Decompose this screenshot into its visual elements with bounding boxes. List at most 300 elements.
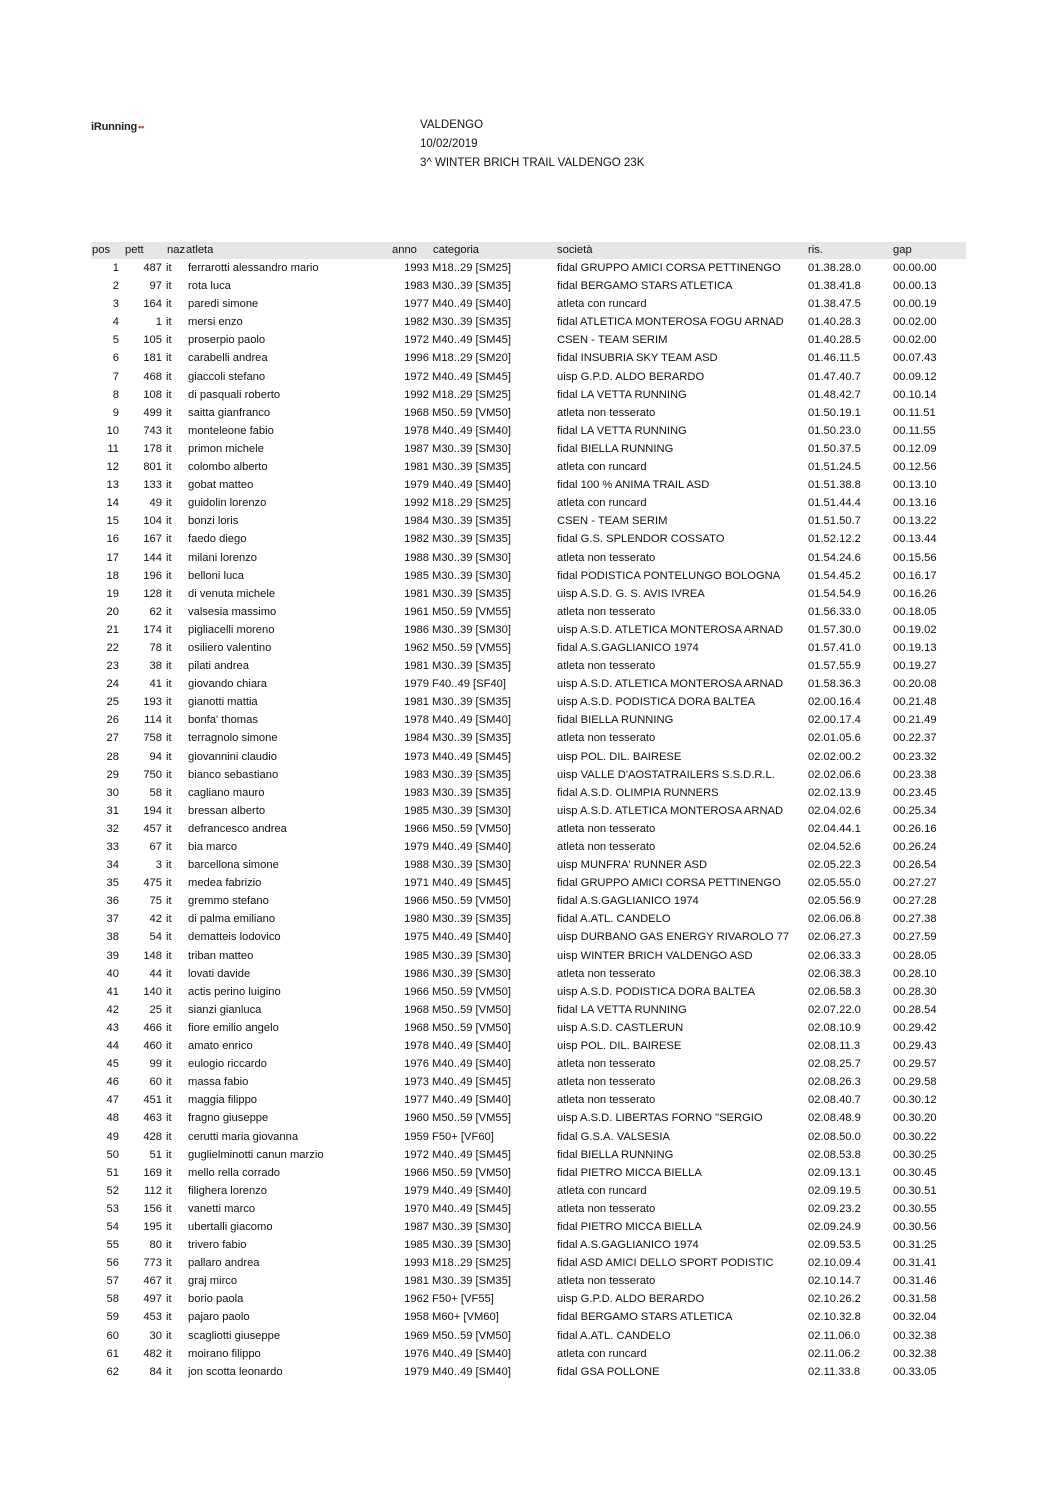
cell-naz: it	[166, 696, 172, 709]
cell-societa: fidal PIETRO MICCA BIELLA	[557, 1166, 702, 1179]
cell-gap: 00.30.55	[893, 1202, 937, 1215]
cell-ris: 01.57.30.0	[808, 623, 861, 636]
cell-societa: atleta non tesserato	[557, 841, 656, 853]
cell-atleta: triban matteo	[188, 949, 254, 962]
cell-naz: it	[166, 334, 172, 347]
cell-gap: 00.16.17	[893, 569, 937, 582]
cell-naz: it	[166, 1202, 172, 1215]
cell-ris: 02.08.10.9	[808, 1021, 861, 1034]
cell-ris: 01.56.33.0	[808, 605, 861, 618]
cell-naz: it	[166, 1257, 172, 1270]
cell-naz: it	[166, 841, 172, 853]
cell-societa: fidal GRUPPO AMICI CORSA PETTINENGO	[557, 877, 781, 890]
table-row	[91, 928, 966, 946]
cell-atleta: mello rella corrado	[188, 1166, 281, 1179]
cell-pos: 19	[106, 587, 119, 600]
cell-categoria: M40..49 [SM40]	[432, 1094, 511, 1107]
cell-anno: 1979	[404, 1365, 429, 1378]
cell-naz: it	[166, 804, 172, 817]
cell-atleta: pilati andrea	[188, 660, 249, 673]
cell-societa: CSEN - TEAM SERIM	[557, 334, 668, 347]
results-table-header	[91, 242, 966, 259]
cell-ris: 02.08.11.3	[808, 1040, 861, 1053]
cell-categoria: M30..39 [SM35]	[432, 461, 511, 474]
cell-pos: 18	[106, 569, 119, 582]
table-row	[91, 1037, 966, 1055]
cell-naz: it	[166, 660, 172, 673]
cell-gap: 00.13.10	[893, 479, 937, 492]
cell-atleta: gobat matteo	[188, 479, 254, 492]
cell-gap: 00.29.43	[893, 1040, 937, 1053]
cell-pos: 29	[106, 768, 119, 781]
cell-atleta: paredi simone	[188, 298, 259, 311]
cell-anno: 1982	[404, 533, 429, 546]
cell-atleta: barcellona simone	[188, 859, 279, 872]
col-header-societa: società	[557, 244, 593, 256]
cell-pos: 57	[106, 1275, 119, 1288]
table-row	[91, 965, 966, 983]
cell-societa: fidal A.S.D. OLIMPIA RUNNERS	[557, 786, 719, 799]
cell-pett: 112	[144, 1184, 162, 1197]
cell-anno: 1993	[404, 262, 429, 274]
cell-categoria: M40..49 [SM40]	[432, 931, 511, 944]
cell-naz: it	[166, 1220, 172, 1233]
cell-pett: 451	[143, 1094, 162, 1107]
col-header-categoria: categoria	[433, 244, 480, 256]
cell-gap: 00.23.32	[893, 750, 937, 763]
table-row	[91, 349, 966, 367]
cell-categoria: M50..59 [VM50]	[432, 895, 511, 908]
cell-categoria: M30..39 [SM35]	[432, 533, 511, 546]
cell-pos: 51	[106, 1166, 119, 1179]
cell-pos: 11	[107, 442, 119, 455]
cell-atleta: colombo alberto	[188, 461, 268, 474]
cell-anno: 1984	[404, 732, 429, 745]
cell-pett: 801	[143, 461, 162, 474]
cell-naz: it	[166, 1021, 172, 1034]
cell-atleta: massa fabio	[188, 1076, 249, 1089]
cell-naz: it	[166, 461, 172, 474]
cell-pett: 148	[143, 949, 162, 962]
cell-atleta: valsesia massimo	[188, 605, 277, 618]
col-header-pett: pett	[125, 244, 144, 256]
cell-anno: 1972	[404, 334, 429, 347]
cell-pett: 194	[143, 804, 162, 817]
cell-societa: uisp A.S.D. ATLETICA MONTEROSA ARNAD	[557, 678, 784, 691]
cell-pett: 51	[149, 1148, 162, 1161]
cell-atleta: lovati davide	[188, 967, 251, 980]
cell-naz: it	[166, 497, 172, 510]
cell-categoria: M30..39 [SM30]	[432, 967, 511, 980]
cell-societa: atleta con runcard	[557, 1347, 647, 1360]
cell-pett: 475	[143, 877, 162, 890]
cell-categoria: M40..49 [SM45]	[432, 877, 511, 890]
cell-societa: atleta con runcard	[557, 298, 647, 311]
cell-pett: 94	[149, 750, 162, 763]
table-row	[91, 1327, 966, 1345]
table-row	[91, 440, 966, 458]
cell-ris: 01.52.12.2	[808, 533, 861, 546]
table-row	[91, 1109, 966, 1127]
cell-pos: 12	[106, 461, 119, 474]
cell-atleta: saitta gianfranco	[188, 406, 271, 419]
cell-pos: 27	[106, 732, 119, 745]
cell-gap: 00.32.04	[893, 1311, 937, 1324]
cell-gap: 00.02.00	[893, 316, 937, 329]
cell-societa: atleta non tesserato	[557, 551, 656, 564]
cell-naz: it	[166, 388, 172, 401]
cell-ris: 02.10.09.4	[808, 1257, 861, 1270]
cell-atleta: proserpio paolo	[188, 334, 266, 347]
cell-societa: uisp A.S.D. PODISTICA DORA BALTEA	[557, 985, 756, 998]
cell-gap: 00.30.51	[893, 1184, 937, 1197]
cell-pos: 15	[106, 515, 119, 528]
cell-societa: atleta non tesserato	[557, 1275, 656, 1288]
cell-pos: 56	[106, 1257, 119, 1270]
cell-gap: 00.28.10	[893, 967, 937, 980]
table-row	[91, 729, 966, 747]
cell-gap: 00.31.25	[893, 1239, 937, 1252]
cell-societa: atleta non tesserato	[557, 732, 656, 745]
results-table-body	[91, 259, 966, 1381]
cell-anno: 1970	[404, 1202, 429, 1215]
cell-naz: it	[166, 714, 172, 727]
cell-naz: it	[166, 1094, 172, 1107]
table-row	[91, 1146, 966, 1164]
cell-ris: 01.54.24.6	[808, 551, 861, 564]
cell-anno: 1987	[404, 442, 429, 455]
cell-naz: it	[166, 316, 172, 329]
cell-categoria: M40..49 [SM45]	[432, 334, 511, 347]
cell-categoria: M30..39 [SM30]	[432, 859, 511, 872]
cell-gap: 00.15.56	[893, 551, 937, 564]
cell-categoria: M30..39 [SM35]	[432, 660, 511, 673]
cell-pos: 37	[106, 913, 119, 926]
cell-gap: 00.00.00	[893, 262, 937, 274]
cell-societa: uisp POL. DIL. BAIRESE	[557, 1040, 682, 1053]
table-row	[91, 1254, 966, 1272]
cell-pett: 482	[143, 1347, 162, 1360]
cell-pos: 58	[106, 1293, 119, 1306]
cell-ris: 01.57.41.0	[808, 641, 861, 654]
table-row	[91, 784, 966, 802]
cell-naz: it	[166, 569, 172, 582]
cell-pos: 44	[106, 1040, 119, 1053]
cell-pett: 84	[149, 1365, 162, 1378]
cell-categoria: M18..29 [SM20]	[432, 352, 511, 365]
cell-categoria: M30..39 [SM30]	[432, 949, 511, 962]
cell-gap: 00.30.22	[893, 1130, 937, 1143]
cell-ris: 01.58.36.3	[808, 678, 861, 691]
cell-naz: it	[166, 1275, 172, 1288]
cell-pos: 30	[106, 786, 119, 799]
cell-categoria: M40..49 [SM40]	[432, 424, 511, 437]
cell-pett: 466	[143, 1021, 162, 1034]
cell-pett: 460	[143, 1040, 162, 1053]
cell-societa: atleta non tesserato	[557, 1202, 656, 1215]
cell-atleta: fragno giuseppe	[188, 1112, 269, 1125]
cell-pos: 41	[106, 985, 119, 998]
col-header-pos: pos	[92, 244, 111, 256]
table-row	[91, 1345, 966, 1363]
cell-ris: 02.06.06.8	[808, 913, 861, 926]
cell-categoria: M30..39 [SM35]	[432, 913, 511, 926]
table-row	[91, 1164, 966, 1182]
table-row	[91, 259, 966, 277]
cell-gap: 00.23.45	[893, 786, 937, 799]
cell-societa: fidal 100 % ANIMA TRAIL ASD	[557, 479, 710, 492]
cell-ris: 02.04.44.1	[808, 822, 861, 835]
cell-pos: 4	[112, 316, 119, 329]
cell-atleta: carabelli andrea	[188, 352, 268, 365]
table-row	[91, 947, 966, 965]
cell-atleta: pallaro andrea	[188, 1257, 260, 1270]
table-row	[91, 748, 966, 766]
event-place: VALDENGO	[420, 119, 484, 131]
cell-gap: 00.18.05	[893, 605, 937, 618]
cell-societa: uisp A.S.D. ATLETICA MONTEROSA ARNAD	[557, 804, 784, 817]
cell-naz: it	[166, 605, 172, 618]
cell-societa: atleta non tesserato	[557, 1094, 656, 1107]
cell-pos: 2	[112, 280, 119, 293]
cell-atleta: di palma emiliano	[188, 913, 276, 926]
cell-categoria: M30..39 [SM35]	[432, 280, 511, 293]
table-row	[91, 295, 966, 313]
cell-naz: it	[166, 931, 172, 944]
table-row	[91, 1055, 966, 1073]
cell-atleta: maggia filippo	[188, 1094, 258, 1107]
cell-categoria: M50..59 [VM50]	[432, 1021, 511, 1034]
cell-pett: 105	[143, 334, 162, 347]
cell-pos: 23	[106, 660, 119, 673]
cell-categoria: M30..39 [SM35]	[432, 696, 511, 709]
cell-categoria: M40..49 [SM40]	[432, 714, 511, 727]
cell-ris: 02.09.53.5	[808, 1239, 861, 1252]
cell-pos: 49	[106, 1130, 119, 1143]
cell-categoria: M30..39 [SM35]	[432, 515, 511, 528]
cell-ris: 01.54.54.9	[808, 587, 861, 600]
cell-categoria: M50..59 [VM50]	[432, 985, 511, 998]
cell-gap: 00.30.56	[893, 1220, 937, 1233]
cell-ris: 02.00.17.4	[808, 714, 861, 727]
col-header-anno: anno	[392, 244, 417, 256]
table-row	[91, 621, 966, 639]
cell-societa: fidal BIELLA RUNNING	[557, 714, 674, 727]
cell-anno: 1976	[404, 1058, 429, 1071]
cell-anno: 1966	[404, 822, 429, 835]
cell-societa: fidal GSA POLLONE	[557, 1365, 660, 1378]
cell-pos: 1	[112, 262, 119, 274]
table-row	[91, 874, 966, 892]
cell-categoria: M18..29 [SM25]	[432, 497, 511, 510]
cell-pett: 108	[143, 388, 162, 401]
cell-ris: 02.05.55.0	[808, 877, 861, 890]
cell-categoria: M50..59 [VM50]	[432, 406, 511, 419]
cell-naz: it	[166, 1076, 172, 1089]
cell-societa: atleta non tesserato	[557, 967, 656, 980]
cell-societa: fidal A.S.GAGLIANICO 1974	[557, 895, 699, 908]
cell-ris: 02.08.50.0	[808, 1130, 861, 1143]
cell-categoria: M50..59 [VM55]	[432, 1112, 511, 1125]
cell-ris: 01.38.47.5	[808, 298, 861, 311]
cell-ris: 02.09.13.1	[808, 1166, 861, 1179]
cell-categoria: M40..49 [SM40]	[432, 1040, 511, 1053]
cell-anno: 1985	[404, 569, 429, 582]
cell-anno: 1968	[404, 1021, 429, 1034]
cell-pos: 20	[106, 605, 119, 618]
cell-categoria: M60+ [VM60]	[432, 1311, 499, 1324]
cell-atleta: borio paola	[188, 1293, 244, 1306]
table-row	[91, 1019, 966, 1037]
cell-societa: uisp POL. DIL. BAIRESE	[557, 750, 682, 763]
cell-anno: 1966	[404, 895, 429, 908]
table-row	[91, 585, 966, 603]
cell-categoria: M30..39 [SM30]	[432, 623, 511, 636]
cell-atleta: guidolin lorenzo	[188, 497, 267, 510]
cell-pett: 58	[149, 786, 162, 799]
cell-gap: 00.27.38	[893, 913, 937, 926]
cell-societa: fidal LA VETTA RUNNING	[557, 424, 687, 437]
cell-anno: 1977	[404, 1094, 429, 1107]
cell-gap: 00.30.20	[893, 1112, 937, 1125]
cell-societa: fidal G.S. SPLENDOR COSSATO	[557, 533, 725, 546]
cell-pett: 42	[149, 913, 162, 926]
cell-gap: 00.28.05	[893, 949, 937, 962]
cell-atleta: bressan alberto	[188, 804, 266, 817]
cell-naz: it	[166, 1329, 172, 1342]
table-row	[91, 1001, 966, 1019]
cell-pett: 196	[143, 569, 162, 582]
cell-naz: it	[166, 1311, 172, 1324]
cell-atleta: mersi enzo	[188, 316, 243, 329]
cell-anno: 1985	[404, 949, 429, 962]
cell-societa: fidal PODISTICA PONTELUNGO BOLOGNA	[557, 569, 781, 582]
cell-societa: atleta con runcard	[557, 497, 647, 510]
cell-categoria: M40..49 [SM45]	[432, 750, 511, 763]
cell-pett: 114	[144, 714, 162, 727]
cell-pett: 463	[143, 1112, 162, 1125]
cell-anno: 1972	[404, 370, 429, 383]
cell-gap: 00.33.05	[893, 1365, 937, 1378]
cell-anno: 1962	[404, 641, 429, 654]
cell-gap: 00.31.46	[893, 1275, 937, 1288]
cell-pos: 35	[106, 877, 119, 890]
table-row	[91, 386, 966, 404]
cell-societa: uisp MUNFRA' RUNNER ASD	[557, 859, 708, 872]
cell-pett: 193	[143, 696, 162, 709]
cell-pos: 62	[106, 1365, 119, 1378]
cell-pos: 3	[112, 298, 119, 311]
cell-atleta: rota luca	[188, 280, 231, 293]
cell-categoria: M50..59 [VM55]	[432, 605, 511, 618]
cell-societa: CSEN - TEAM SERIM	[557, 515, 668, 528]
cell-ris: 01.51.38.8	[808, 479, 861, 492]
cell-pett: 54	[149, 931, 162, 944]
cell-pos: 13	[106, 479, 119, 492]
cell-pos: 36	[106, 895, 119, 908]
cell-societa: uisp G.P.D. ALDO BERARDO	[557, 370, 705, 383]
cell-pett: 178	[143, 442, 162, 455]
cell-anno: 1968	[404, 1003, 429, 1016]
cell-naz: it	[166, 298, 172, 311]
cell-pett: 773	[143, 1257, 162, 1270]
cell-pett: 467	[143, 1275, 162, 1288]
cell-societa: atleta non tesserato	[557, 660, 656, 673]
cell-anno: 1979	[404, 479, 429, 492]
cell-gap: 00.13.22	[893, 515, 937, 528]
cell-ris: 02.10.32.8	[808, 1311, 861, 1324]
cell-gap: 00.25.34	[893, 804, 937, 817]
cell-gap: 00.19.13	[893, 641, 937, 654]
cell-atleta: bianco sebastiano	[188, 768, 279, 781]
table-row	[91, 1091, 966, 1109]
cell-pett: 758	[143, 732, 162, 745]
cell-societa: uisp WINTER BRICH VALDENGO ASD	[557, 949, 753, 962]
cell-societa: uisp G.P.D. ALDO BERARDO	[557, 1293, 705, 1306]
cell-societa: uisp DURBANO GAS ENERGY RIVAROLO 77	[557, 931, 790, 944]
cell-naz: it	[166, 732, 172, 745]
cell-anno: 1981	[404, 1275, 429, 1288]
cell-pett: 181	[143, 352, 162, 365]
cell-pos: 16	[106, 533, 119, 546]
cell-societa: uisp A.S.D. CASTLERUN	[557, 1021, 684, 1034]
cell-anno: 1988	[404, 551, 429, 564]
cell-atleta: guglielminotti canun marzio	[188, 1148, 324, 1161]
col-header-ris: ris.	[808, 244, 823, 256]
cell-pos: 39	[106, 949, 119, 962]
cell-ris: 02.10.26.2	[808, 1293, 861, 1306]
cell-pos: 46	[106, 1076, 119, 1089]
cell-atleta: graj mirco	[188, 1275, 238, 1288]
cell-anno: 1969	[404, 1329, 429, 1342]
cell-gap: 00.29.58	[893, 1076, 937, 1089]
cell-pos: 7	[112, 370, 119, 383]
cell-ris: 01.50.23.0	[808, 424, 861, 437]
cell-societa: fidal A.S.GAGLIANICO 1974	[557, 641, 699, 654]
cell-gap: 00.28.30	[893, 985, 937, 998]
cell-pett: 133	[143, 479, 162, 492]
cell-categoria: M40..49 [SM45]	[432, 1076, 511, 1089]
cell-atleta: cagliano mauro	[188, 786, 265, 799]
cell-anno: 1979	[404, 841, 429, 853]
cell-atleta: sianzi gianluca	[188, 1003, 262, 1016]
cell-naz: it	[166, 1347, 172, 1360]
cell-atleta: pajaro paolo	[188, 1311, 250, 1324]
cell-atleta: bia marco	[188, 841, 238, 853]
table-row	[91, 639, 966, 657]
cell-categoria: M40..49 [SM40]	[432, 298, 511, 311]
cell-pos: 8	[112, 388, 119, 401]
table-row	[91, 512, 966, 530]
col-header-naz: naz	[167, 244, 186, 256]
cell-anno: 1975	[404, 931, 429, 944]
cell-naz: it	[166, 587, 172, 600]
table-row	[91, 422, 966, 440]
logo-text: iRunning	[91, 121, 138, 133]
cell-naz: it	[166, 877, 172, 890]
cell-societa: fidal G.S.A. VALSESIA	[557, 1130, 670, 1143]
cell-categoria: M30..39 [SM35]	[432, 732, 511, 745]
cell-categoria: M30..39 [SM35]	[432, 768, 511, 781]
cell-societa: fidal LA VETTA RUNNING	[557, 1003, 687, 1016]
cell-ris: 01.54.45.2	[808, 569, 861, 582]
cell-ris: 01.51.24.5	[808, 461, 861, 474]
cell-ris: 02.11.06.0	[808, 1329, 861, 1342]
cell-pett: 99	[149, 1058, 162, 1071]
cell-naz: it	[166, 1166, 172, 1179]
table-row	[91, 802, 966, 820]
cell-atleta: medea fabrizio	[188, 877, 262, 890]
